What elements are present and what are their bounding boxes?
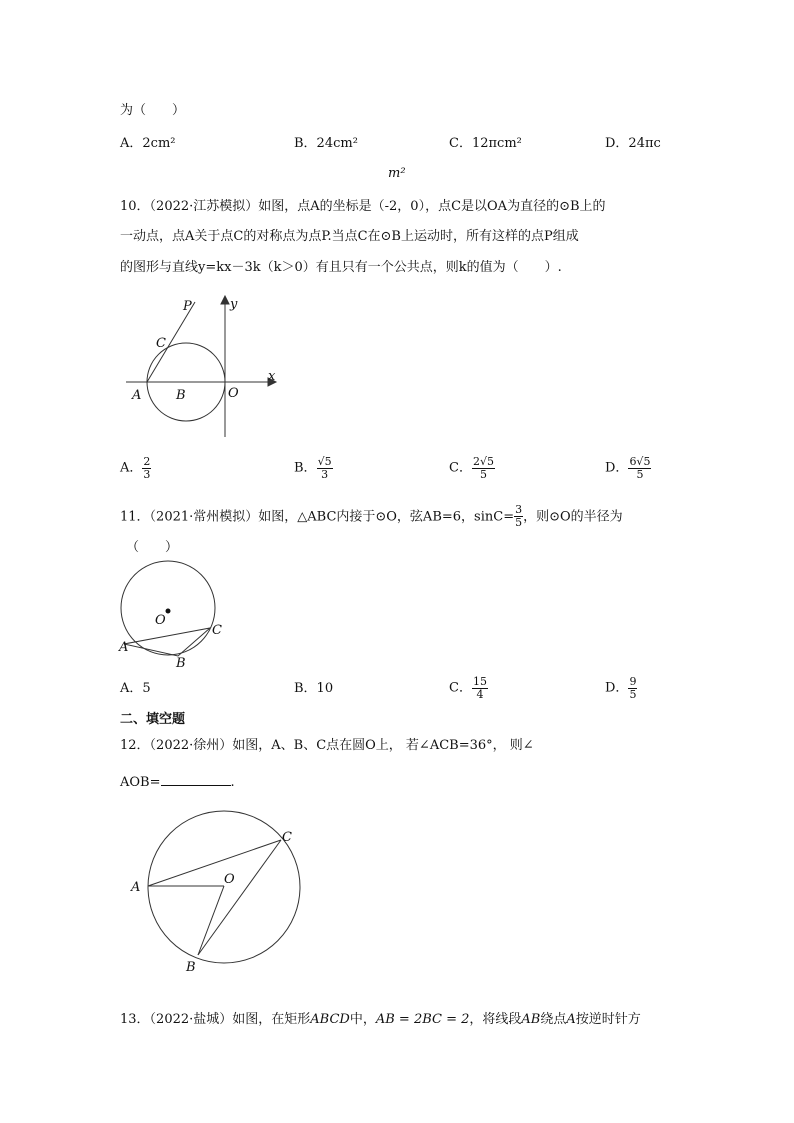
q11-center-dot bbox=[166, 609, 171, 614]
q11-line-1-b: ，则⊙O的半径为 bbox=[523, 509, 623, 525]
q13-part-i: 按逆时针方 bbox=[575, 1012, 641, 1027]
q11-sin-den: 5 bbox=[515, 515, 523, 529]
q11-circle-o bbox=[121, 561, 215, 655]
q10-option-a-den: 3 bbox=[143, 467, 151, 481]
q10-option-b-den: 3 bbox=[321, 467, 329, 481]
q10-option-c bbox=[449, 456, 495, 480]
q11-triangle-abc bbox=[124, 628, 210, 656]
q10-label-x: x bbox=[268, 369, 276, 384]
q10-option-d bbox=[605, 456, 651, 480]
q11-label-c: C bbox=[212, 623, 222, 638]
q12-label-o: O bbox=[224, 872, 235, 887]
q13-part-g: 绕点 bbox=[540, 1012, 567, 1027]
q11-option-b: B．10 bbox=[294, 681, 334, 696]
q12-label-c: C bbox=[282, 830, 292, 845]
q11-option-c-den: 4 bbox=[476, 687, 484, 701]
q10-line-2: 一动点，点A关于点C的对称点为点P.当点C在⊙B上运动时，所有这样的点P组成 bbox=[120, 229, 579, 244]
q10-line-3: 的图形与直线y=kx－3k（k＞0）有且只有一个公共点，则k的值为（ ）. bbox=[120, 260, 562, 275]
q9-option-c: C．12πcm² bbox=[449, 136, 522, 151]
q11-option-a: A．5 bbox=[120, 681, 151, 696]
q10-label-o: O bbox=[228, 386, 239, 401]
q13-part-h: A bbox=[566, 1012, 576, 1027]
q11-option-d-den: 5 bbox=[629, 687, 637, 701]
q10-option-a-label: A． bbox=[120, 460, 143, 476]
q10-option-a bbox=[120, 456, 151, 480]
q10-option-c-label: C． bbox=[449, 460, 472, 476]
q11-label-a: A bbox=[119, 640, 129, 655]
q12-segment-ob bbox=[198, 886, 224, 955]
q10-option-b bbox=[294, 456, 333, 480]
q9-tail: 为（ ） bbox=[120, 103, 186, 118]
q10-label-y: y bbox=[230, 297, 238, 312]
q10-option-d-den: 5 bbox=[636, 467, 644, 481]
q10-y-arrow bbox=[221, 296, 229, 304]
section-heading-fill-blank: 二、填空题 bbox=[120, 712, 186, 727]
q10-segment-ap bbox=[147, 302, 195, 382]
q11-figure bbox=[112, 560, 232, 672]
q11-option-d-label: D． bbox=[605, 680, 629, 696]
q12-segment-ac bbox=[148, 840, 281, 886]
q13-part-d: AB = 2BC = 2 bbox=[375, 1012, 470, 1027]
q10-label-b: B bbox=[176, 388, 186, 403]
q11-line-1-a: 11．（2021·常州模拟）如图，△ABC内接于⊙O，弦AB=6，sinC= bbox=[120, 509, 515, 525]
q11-line-2: （ ） bbox=[126, 540, 179, 555]
q10-label-a: A bbox=[132, 388, 142, 403]
q11-option-d-num: 9 bbox=[629, 675, 637, 688]
q10-option-c-num: 2√5 bbox=[472, 455, 494, 468]
q10-option-b-label: B． bbox=[294, 460, 317, 476]
q12-line-2-a: AOB= bbox=[120, 775, 161, 790]
q10-label-p: P bbox=[183, 299, 192, 314]
q10-label-c: C bbox=[156, 336, 166, 351]
q9-option-d-wrap: m² bbox=[388, 166, 406, 181]
q9-option-d: D．24πc bbox=[605, 136, 661, 151]
q12-line-2-b: . bbox=[230, 775, 235, 790]
q10-option-d-num: 6√5 bbox=[629, 455, 651, 468]
q11-label-o: O bbox=[155, 613, 166, 628]
q12-label-b: B bbox=[186, 960, 196, 975]
q10-option-b-num: √5 bbox=[317, 455, 332, 468]
q11-sin-num: 3 bbox=[515, 503, 523, 516]
q9-option-a: A．2cm² bbox=[120, 136, 176, 151]
q12-label-a: A bbox=[131, 880, 141, 895]
q9-option-b: B．24cm² bbox=[294, 136, 358, 151]
q13-part-a: 13．（2022·盐城）如图，在矩形 bbox=[120, 1012, 311, 1027]
q12-line-1: 12．（2022·徐州）如图，A、B、C点在圆O上， 若∠ACB=36°， 则∠ bbox=[120, 738, 534, 753]
q11-label-b: B bbox=[176, 656, 186, 671]
q13-part-b: ABCD bbox=[310, 1012, 350, 1027]
q11-option-d bbox=[605, 676, 637, 700]
q12-figure bbox=[128, 808, 308, 978]
q13-line-1 bbox=[120, 1013, 641, 1026]
q10-line-1: 10．（2022·江苏模拟）如图，点A的坐标是（-2，0），点C是以OA为直径的⊙B上的 bbox=[120, 199, 606, 214]
q11-option-c-num: 15 bbox=[472, 675, 487, 688]
q12-segment-bc bbox=[198, 840, 281, 955]
q11-line-1 bbox=[120, 504, 623, 528]
q13-part-e: ，将线段 bbox=[469, 1012, 522, 1027]
q10-option-d-label: D． bbox=[605, 460, 629, 476]
q11-option-c-label: C． bbox=[449, 680, 472, 696]
q10-figure bbox=[118, 292, 288, 442]
q10-option-c-den: 5 bbox=[479, 467, 487, 481]
q10-option-a-num: 2 bbox=[143, 455, 151, 468]
q11-option-c bbox=[449, 676, 488, 700]
q13-part-c: 中， bbox=[349, 1012, 376, 1027]
q12-line-2 bbox=[120, 775, 235, 789]
q12-answer-blank bbox=[161, 775, 231, 786]
q13-part-f: AB bbox=[521, 1012, 541, 1027]
